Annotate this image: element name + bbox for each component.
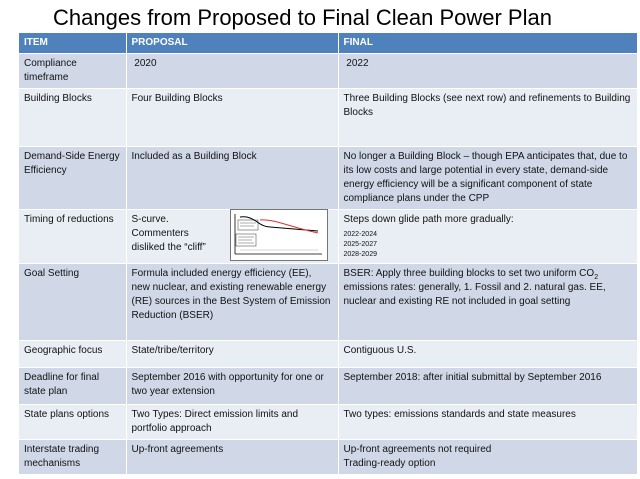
cell-proposal: September 2016 with opportunity for one or two year extension [126, 368, 338, 405]
cell-final: Two types: emissions standards and state measures [338, 405, 637, 440]
cell-final: 2022 [338, 54, 637, 89]
cell-final: Contiguous U.S. [338, 341, 637, 368]
co2-subscript: 2 [594, 274, 599, 281]
s-curve-chart-image [230, 209, 328, 261]
cell-proposal: Four Building Blocks [126, 89, 338, 147]
table-row [19, 264, 637, 341]
timing-proposal-text: S-curve. Commenters disliked the “cliff” [131, 214, 206, 253]
cell-item: Interstate trading mechanisms [19, 440, 126, 475]
cell-item: Timing of reductions [19, 210, 126, 264]
cell-final [338, 210, 637, 264]
timing-final-text: Steps down glide path more gradually: [343, 214, 514, 225]
cell-proposal: Two Types: Direct emission limits and portfolio approach [126, 405, 338, 440]
cell-final: No longer a Building Block – though EPA anticipates that, due to its low costs and large potential in every state, demand-side energy efficiency will be a significant component of state compliance plans under the CPP [338, 147, 637, 210]
trading-final-line2: Trading-ready option [343, 458, 436, 469]
timing-proposal [132, 213, 333, 255]
step-item: 2025-2027 [343, 241, 377, 248]
table-header-row [19, 33, 637, 54]
cell-final: September 2018: after initial submittal by September 2016 [338, 368, 637, 405]
table-row [19, 405, 637, 440]
trading-final-line1: Up-front agreements not required [343, 444, 492, 455]
table-row [19, 147, 637, 210]
cell-item: Compliance timeframe [19, 54, 126, 89]
cell-final [338, 264, 637, 341]
cell-proposal: 2020 [126, 54, 338, 89]
header-item: ITEM [19, 33, 126, 54]
goal-final-text-pre: BSER: Apply three building blocks to set two uniform CO [343, 268, 595, 279]
cell-proposal: Included as a Building Block [126, 147, 338, 210]
slide-title: Changes from Proposed to Final Clean Power Plan [53, 5, 552, 30]
glide-path-steps [344, 230, 632, 260]
cell-final [338, 440, 637, 475]
cell-item: Building Blocks [19, 89, 126, 147]
cell-proposal: State/tribe/territory [126, 341, 338, 368]
cell-item: Goal Setting [19, 264, 126, 341]
table-row [19, 54, 637, 89]
comparison-table [19, 33, 638, 474]
goal-final-text-post: emissions rates: generally, 1. Fossil and 2. natural gas. EE, nuclear and existing RE not included in goal setting [343, 282, 606, 307]
cell-item: Deadline for final state plan [19, 368, 126, 405]
table-row [19, 341, 637, 368]
cell-proposal: Formula included energy efficiency (EE), new nuclear, and existing renewable energy (RE) sources in the Best System of Emission Reduction (BSER) [126, 264, 338, 341]
table-row [19, 210, 637, 264]
table-row [19, 89, 637, 147]
cell-proposal [126, 210, 338, 264]
cell-item: State plans options [19, 405, 126, 440]
table-row [19, 440, 637, 475]
cell-final: Three Building Blocks (see next row) and refinements to Building Blocks [338, 89, 637, 147]
header-final: FINAL [338, 33, 637, 54]
cell-item: Demand-Side Energy Efficiency [19, 147, 126, 210]
step-item: 2022-2024 [343, 231, 377, 238]
cell-proposal: Up-front agreements [126, 440, 338, 475]
cell-item: Geographic focus [19, 341, 126, 368]
table-row [19, 368, 637, 405]
step-item: 2028-2029 [343, 251, 377, 258]
header-proposal: PROPOSAL [126, 33, 338, 54]
